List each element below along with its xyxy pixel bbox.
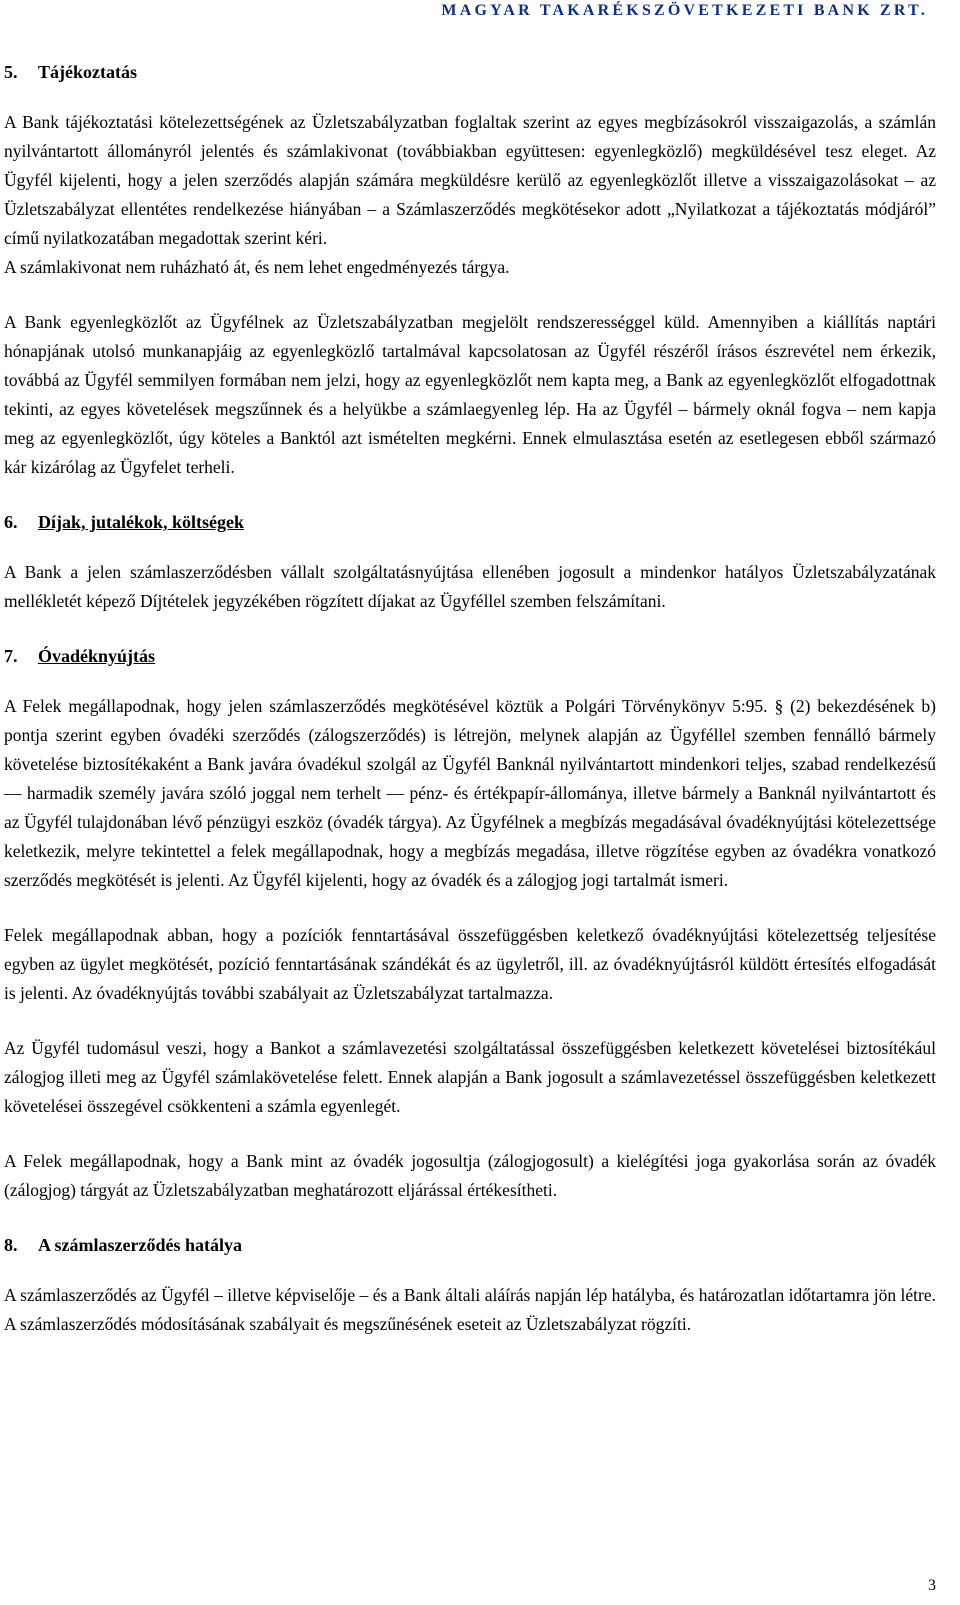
document-body	[4, 58, 936, 1365]
section-8-heading	[4, 1231, 936, 1259]
section-number: 5.	[4, 62, 18, 82]
section-title: Óvadéknyújtás	[38, 646, 156, 666]
paragraph: Felek megállapodnak abban, hogy a pozíciók fenntartásával összefüggésben keletkező óvadéknyújtási kötelezettség teljesítése egyben az ügylet megkötését, pozíció fenntartásának szándékát és az ügyletről, ill. az óvadéknyújtásról küldött értesítés elfogadását is jelenti. Az óvadéknyújtás további szabályait az Üzletszabályzat tartalmazza.	[4, 925, 936, 1003]
paragraph: Az Ügyfél tudomásul veszi, hogy a Bankot a számlavezetési szolgáltatással összefüggésben keletkezett követelései biztosítékául zálogjog illeti meg az Ügyfél számlakövetelése felett. Ennek alapján a Bank jogosult a számlavezetéssel összefüggésben keletkezett követelései összegével csökkenteni a számla egyenlegét.	[4, 1038, 936, 1116]
page-number: 3	[928, 1577, 936, 1594]
paragraph: A Bank egyenlegközlőt az Ügyfélnek az Üzletszabályzatban megjelölt rendszerességgel küld. Amennyiben a kiállítás naptári hónapjának utolsó munkanapjáig az egyenlegközlő tartalmával kapcsolatosan az Ügyfél részéről írásos észrevétel nem érkezik, továbbá az Ügyfél semmilyen formában nem jelzi, hogy az egyenlegközlőt nem kapta meg, a Bank az egyenlegközlőt elfogadottnak tekinti, az egyes követelések megszűnnek és a helyükbe a számlaegyenleg lép. Ha az Ügyfél – bármely oknál fogva – nem kapja meg az egyenlegközlőt, úgy köteles a Banktól azt ismételten megkérni. Ennek elmulasztása esetén az esetlegesen ebből származó kár kizárólag az Ügyfelet terheli.	[4, 312, 936, 477]
section-7-heading	[4, 642, 936, 670]
paragraph: A számlaszerződés az Ügyfél – illetve képviselője – és a Bank általi aláírás napján lép hatályba, és határozatlan időtartamra jön létre. A számlaszerződés módosításának szabályait és megszűnésének eseteit az Üzletszabályzat rögzíti.	[4, 1285, 936, 1334]
paragraph: A Bank a jelen számlaszerződésben vállalt szolgáltatásnyújtása ellenében jogosult a mindenkor hatályos Üzletszabályzatának mellékletét képező Díjtételek jegyzékében rögzített díjakat az Ügyféllel szemben felszámítani.	[4, 562, 936, 611]
section-title: A számlaszerződés hatálya	[38, 1235, 242, 1255]
section-number: 6.	[4, 512, 18, 532]
paragraph: A számlakivonat nem ruházható át, és nem lehet engedményezés tárgya.	[4, 257, 510, 277]
section-number: 8.	[4, 1235, 18, 1255]
section-title: Tájékoztatás	[38, 62, 137, 82]
paragraph: A Felek megállapodnak, hogy a Bank mint az óvadék jogosultja (zálogjogosult) a kielégítési joga gyakorlása során az óvadék (zálogjog) tárgyát az Üzletszabályzatban meghatározott eljárással értékesítheti.	[4, 1151, 936, 1200]
section-5-heading	[4, 58, 936, 86]
section-title: Díjak, jutalékok, költségek	[38, 512, 245, 532]
section-number: 7.	[4, 646, 18, 666]
paragraph: A Felek megállapodnak, hogy jelen számlaszerződés megkötésével köztük a Polgári Törvénykönyv 5:95. § (2) bekezdésének b) pontja szerint egyben óvadéki szerződés (zálogszerződés) is létrejön, melynek alapján az Ügyféllel szemben fennálló bármely követelése biztosítékaként a Bank javára óvadékul szolgál az Ügyfél Banknál nyilvántartott mindenkori teljes, szabad rendelkezésű — harmadik személy javára szóló joggal nem terhelt — pénz- és értékpapír-állománya, illetve bármely a Banknál nyilvántartott és az Ügyfél tulajdonában lévő pénzügyi eszköz (óvadék tárgya). Az Ügyfélnek a megbízás megadásával óvadéknyújtási kötelezettsége keletkezik, melyre tekintettel a felek megállapodnak, hogy a megbízás megadása, illetve rögzítése egyben az óvadékra vonatkozó szerződés megkötését is jelenti. Az Ügyfél kijelenti, hogy az óvadék és a zálogjog jogi tartalmát ismeri.	[4, 696, 936, 890]
section-6-heading	[4, 508, 936, 536]
bank-header: MAGYAR TAKARÉKSZÖVETKEZETI BANK ZRT.	[441, 2, 928, 19]
paragraph: A Bank tájékoztatási kötelezettségének az Üzletszabályzatban foglaltak szerint az egyes megbízásokról visszaigazolás, a számlán nyilvántartott állományról jelentés és számlakivonat (továbbiakban együttesen: egyenlegközlő) megküldésével tesz eleget. Az Ügyfél kijelenti, hogy a jelen szerződés alapján számára megküldésre kerülő az egyenlegközlőt illetve a visszaigazolásokat – az Üzletszabályzat ellentétes rendelkezése hiányában – a Számlaszerződés megkötésekor adott „Nyilatkozat a tájékoztatás módjáról” című nyilatkozatában megadottak szerint kéri.	[4, 112, 936, 248]
